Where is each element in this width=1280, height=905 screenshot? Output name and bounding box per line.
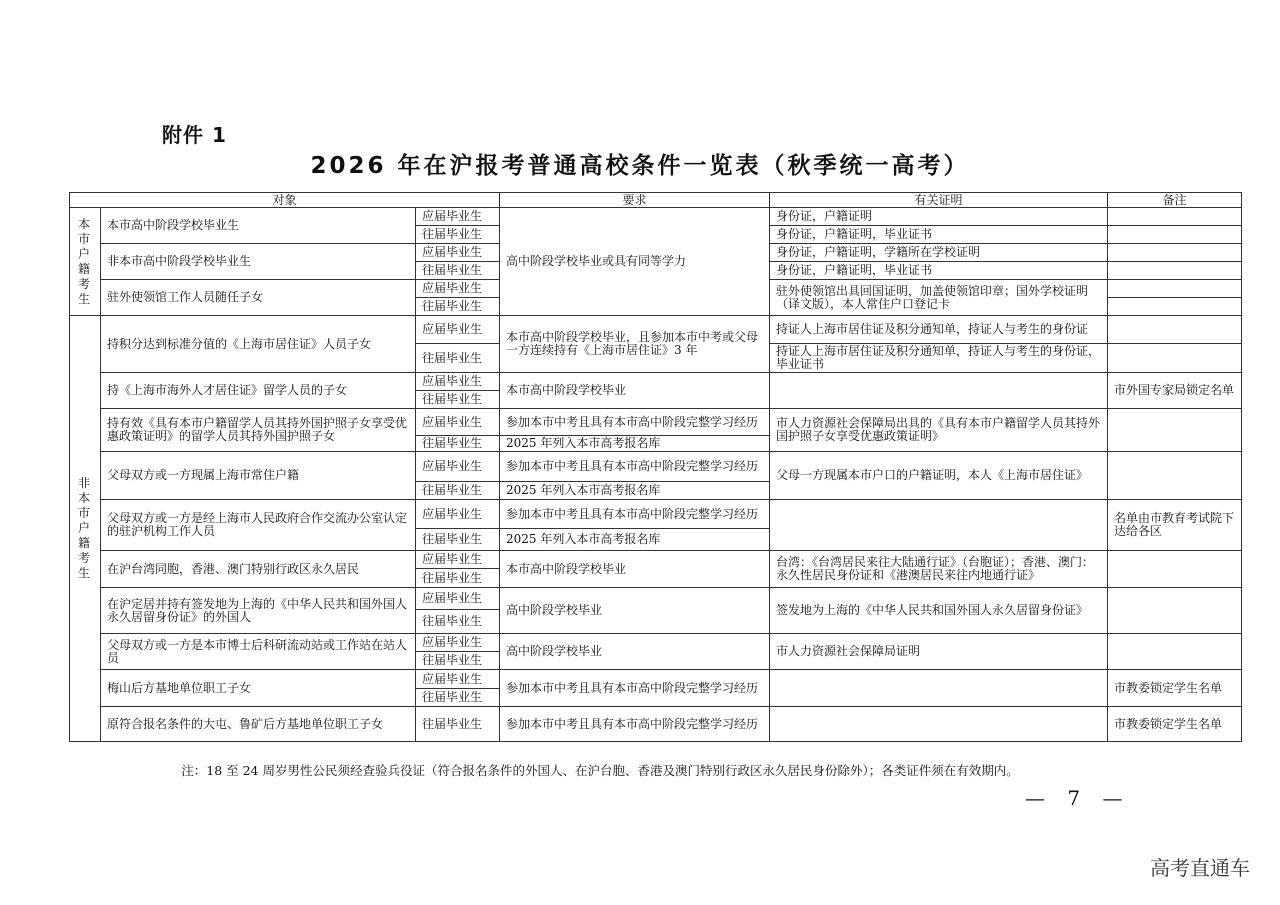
remark-cell: 市外国专家局锁定名单 — [1108, 373, 1242, 409]
remark-cell — [1108, 588, 1242, 634]
requirement-cell: 高中阶段学校毕业 — [500, 588, 770, 634]
status-cell: 应届毕业生 — [416, 588, 500, 610]
subject-cell: 父母双方或一方现属上海市常住户籍 — [101, 452, 416, 500]
subject-cell: 持积分达到标准分值的《上海市居住证》人员子女 — [101, 316, 416, 373]
requirement-cell: 参加本市中考且具有本市高中阶段完整学习经历 — [500, 452, 770, 482]
status-cell: 应届毕业生 — [416, 244, 500, 262]
status-cell: 往届毕业生 — [416, 298, 500, 316]
status-cell: 往届毕业生 — [416, 391, 500, 409]
table-row — [70, 707, 1242, 742]
header-proof: 有关证明 — [770, 193, 1108, 208]
requirement-cell: 2025 年列入本市高考报名库 — [500, 436, 770, 452]
requirement-cell: 高中阶段学校毕业 — [500, 634, 770, 670]
subject-cell: 在沪定居并持有签发地为上海的《中华人民共和国外国人永久居留身份证》的外国人 — [101, 588, 416, 634]
requirement-cell: 本市高中阶段学校毕业 — [500, 373, 770, 409]
proof-cell: 身份证，户籍证明 — [770, 208, 1108, 226]
table-row — [70, 208, 1242, 226]
proof-cell: 父母一方现属本市户口的户籍证明，本人《上海市居住证》 — [770, 452, 1108, 500]
header-subject: 对象 — [70, 193, 500, 208]
table-row — [70, 670, 1242, 689]
status-cell: 应届毕业生 — [416, 551, 500, 569]
status-cell: 往届毕业生 — [416, 344, 500, 373]
page-number: — 7 — — [1025, 786, 1131, 810]
subject-cell: 梅山后方基地单位职工子女 — [101, 670, 416, 707]
proof-cell: 持证人上海市居住证及积分通知单，持证人与考生的身份证 — [770, 316, 1108, 344]
proof-cell: 持证人上海市居住证及积分通知单，持证人与考生的身份证，毕业证书 — [770, 344, 1108, 373]
subject-cell: 驻外使领馆工作人员随任子女 — [101, 280, 416, 316]
remark-cell — [1108, 316, 1242, 344]
remark-cell — [1108, 298, 1242, 316]
proof-cell: 台湾：《台湾居民来往大陆通行证》（台胞证）；香港、澳门：永久性居民身份证和《港澳居民来往内地通行证》 — [770, 551, 1108, 588]
status-cell: 往届毕业生 — [416, 689, 500, 707]
group-label-nonlocal: 非本市户籍考生 — [70, 316, 101, 742]
remark-cell — [1108, 409, 1242, 452]
status-cell: 往届毕业生 — [416, 569, 500, 588]
table-row — [70, 588, 1242, 610]
proof-cell — [770, 707, 1108, 742]
footnote: 注：18 至 24 周岁男性公民须经查验兵役证（符合报名条件的外国人、在沪台胞、香港及澳门特别行政区永久居民身份除外）；各类证件须在有效期内。 — [181, 763, 1019, 778]
table-row — [70, 409, 1242, 436]
requirement-cell: 2025 年列入本市高考报名库 — [500, 482, 770, 500]
remark-cell: 市教委锁定学生名单 — [1108, 670, 1242, 707]
remark-cell — [1108, 226, 1242, 244]
subject-cell: 父母双方或一方是经上海市人民政府合作交流办公室认定的驻沪机构工作人员 — [101, 500, 416, 551]
proof-cell: 市人力资源社会保障局证明 — [770, 634, 1108, 670]
remark-cell — [1108, 280, 1242, 298]
table-header-row — [70, 193, 1242, 208]
table-row — [70, 452, 1242, 482]
subject-cell: 在沪台湾同胞，香港、澳门特别行政区永久居民 — [101, 551, 416, 588]
proof-cell: 身份证，户籍证明，毕业证书 — [770, 226, 1108, 244]
status-cell: 应届毕业生 — [416, 409, 500, 436]
status-cell: 往届毕业生 — [416, 482, 500, 500]
subject-cell: 父母双方或一方是本市博士后科研流动站或工作站在站人员 — [101, 634, 416, 670]
status-cell: 应届毕业生 — [416, 373, 500, 391]
table-row — [70, 373, 1242, 391]
remark-cell — [1108, 344, 1242, 373]
watermark: 高考直通车 — [1150, 856, 1250, 880]
remark-cell: 市教委锁定学生名单 — [1108, 707, 1242, 742]
status-cell: 往届毕业生 — [416, 652, 500, 670]
requirement-cell: 高中阶段学校毕业或具有同等学力 — [500, 208, 770, 316]
header-remark: 备注 — [1108, 193, 1242, 208]
status-cell: 往届毕业生 — [416, 707, 500, 742]
subject-cell: 持有效《具有本市户籍留学人员其持外国护照子女享受优惠政策证明》的留学人员其持外国护照子女 — [101, 409, 416, 452]
proof-cell — [770, 373, 1108, 409]
proof-cell: 身份证，户籍证明，毕业证书 — [770, 262, 1108, 280]
header-requirement: 要求 — [500, 193, 770, 208]
status-cell: 应届毕业生 — [416, 316, 500, 344]
status-cell: 往届毕业生 — [416, 610, 500, 634]
proof-cell — [770, 670, 1108, 707]
attachment-label: 附件 1 — [162, 123, 227, 147]
status-cell: 应届毕业生 — [416, 634, 500, 652]
proof-cell: 市人力资源社会保障局出具的《具有本市户籍留学人员其持外国护照子女享受优惠政策证明》 — [770, 409, 1108, 452]
status-cell: 应届毕业生 — [416, 500, 500, 529]
requirement-cell: 参加本市中考且具有本市高中阶段完整学习经历 — [500, 500, 770, 529]
remark-cell: 名单由市教育考试院下达给各区 — [1108, 500, 1242, 551]
table-row — [70, 316, 1242, 344]
proof-cell — [770, 500, 1108, 551]
remark-cell — [1108, 244, 1242, 262]
remark-cell — [1108, 262, 1242, 280]
status-cell: 应届毕业生 — [416, 280, 500, 298]
subject-cell: 原符合报名条件的大屯、鲁矿后方基地单位职工子女 — [101, 707, 416, 742]
status-cell: 往届毕业生 — [416, 226, 500, 244]
status-cell: 往届毕业生 — [416, 262, 500, 280]
requirement-cell: 本市高中阶段学校毕业 — [500, 551, 770, 588]
requirement-cell: 2025 年列入本市高考报名库 — [500, 529, 770, 551]
document-title: 2026 年在沪报考普通高校条件一览表（秋季统一高考） — [310, 153, 970, 179]
table-row — [70, 634, 1242, 652]
status-cell: 应届毕业生 — [416, 452, 500, 482]
table-row — [70, 500, 1242, 529]
conditions-table — [69, 192, 1242, 742]
proof-cell: 驻外使领馆出具回国证明，加盖使领馆印章；国外学校证明（译文版），本人常住户口登记卡 — [770, 280, 1108, 316]
requirement-cell: 参加本市中考且具有本市高中阶段完整学习经历 — [500, 707, 770, 742]
table-row — [70, 551, 1242, 569]
remark-cell — [1108, 208, 1242, 226]
requirement-cell: 参加本市中考且具有本市高中阶段完整学习经历 — [500, 670, 770, 707]
status-cell: 应届毕业生 — [416, 208, 500, 226]
proof-cell: 身份证，户籍证明，学籍所在学校证明 — [770, 244, 1108, 262]
remark-cell — [1108, 452, 1242, 500]
status-cell: 往届毕业生 — [416, 529, 500, 551]
subject-cell: 本市高中阶段学校毕业生 — [101, 208, 416, 244]
subject-cell: 持《上海市海外人才居住证》留学人员的子女 — [101, 373, 416, 409]
proof-cell: 签发地为上海的《中华人民共和国外国人永久居留身份证》 — [770, 588, 1108, 634]
group-label-local: 本市户籍考生 — [70, 208, 101, 316]
status-cell: 应届毕业生 — [416, 670, 500, 689]
status-cell: 往届毕业生 — [416, 436, 500, 452]
requirement-cell: 本市高中阶段学校毕业，且参加本市中考或父母一方连续持有《上海市居住证》3 年 — [500, 316, 770, 373]
remark-cell — [1108, 551, 1242, 588]
remark-cell — [1108, 634, 1242, 670]
subject-cell: 非本市高中阶段学校毕业生 — [101, 244, 416, 280]
requirement-cell: 参加本市中考且具有本市高中阶段完整学习经历 — [500, 409, 770, 436]
